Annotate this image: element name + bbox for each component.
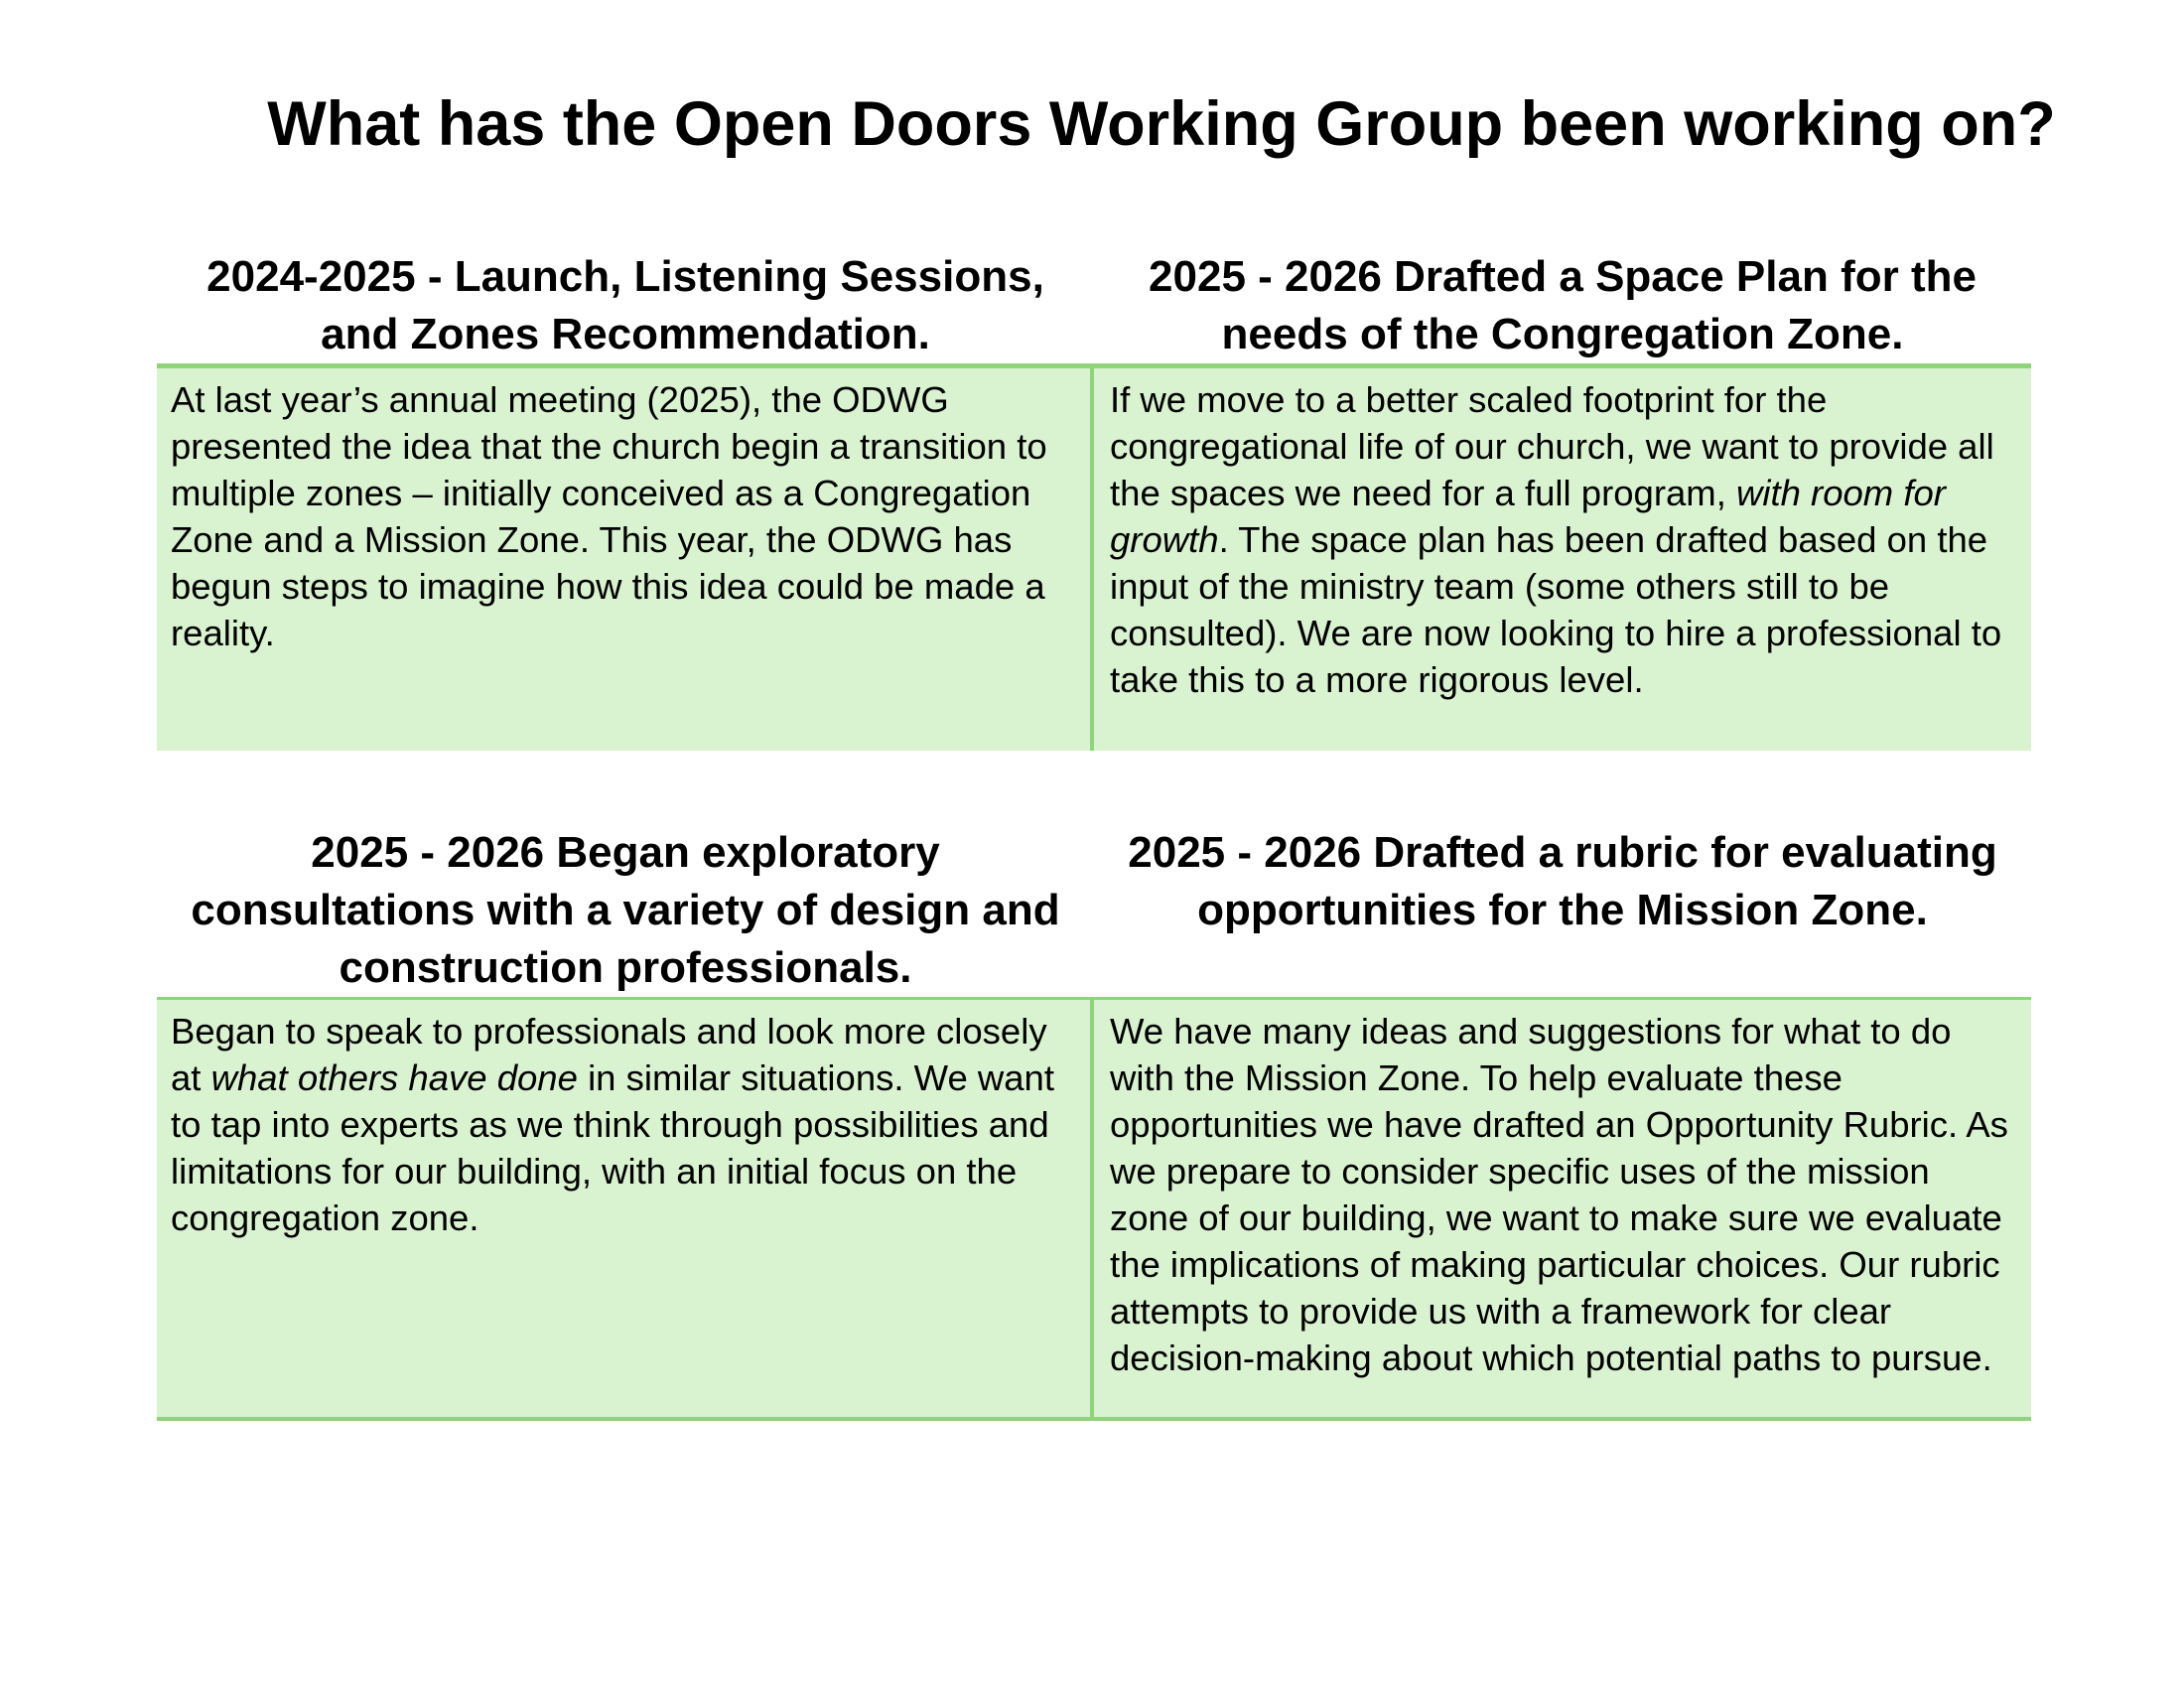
- page-title: What has the Open Doors Working Group been working on?: [267, 89, 2056, 159]
- section-heading-launch: 2024-2025 - Launch, Listening Sessions, and Zones Recommendation.: [206, 252, 1044, 358]
- heading-row: [157, 824, 2031, 997]
- section-heading-rubric: 2025 - 2026 Drafted a rubric for evaluating opportunities for the Mission Zone.: [1128, 828, 1997, 934]
- body-text: We have many ideas and suggestions for what to do with the Mission Zone. To help evaluate these opportunities we have drafted an Opportunity Rubric. As we prepare to consider specific uses of the mission zone of our building, we want to make sure we evaluate the implications of making particular choices. Our rubric attempts to provide us with a framework for clear decision-making about which potential paths to pursue.: [1110, 1011, 2008, 1378]
- bottom-section-table: [157, 824, 2031, 1421]
- section-body-consultations: [157, 1000, 1094, 1417]
- body-text: . The space plan has been drafted based on the input of the ministry team (some others still to be consulted). We are now looking to hire a professional to take this to a more rigorous level.: [1110, 519, 2002, 700]
- heading-row: [157, 248, 2031, 363]
- section-body-rubric: [1094, 1000, 2031, 1417]
- body-text: Began to speak to professionals and look more closely at: [171, 1011, 1047, 1098]
- body-emphasis: what others have done: [210, 1057, 578, 1098]
- section-body-launch: [157, 368, 1094, 751]
- body-emphasis: with room for growth: [1110, 473, 1946, 560]
- section-heading-consultations: 2025 - 2026 Began exploratory consultations with a variety of design and construction professionals.: [191, 828, 1060, 992]
- body-text: If we move to a better scaled footprint for the congregational life of our church, we want to provide all the spaces we need for a full program,: [1110, 379, 1994, 513]
- body-row: [157, 363, 2031, 751]
- section-body-space-plan: [1094, 368, 2031, 751]
- section-heading-space-plan: 2025 - 2026 Drafted a Space Plan for the needs of the Congregation Zone.: [1149, 252, 1977, 358]
- body-text: At last year’s annual meeting (2025), the ODWG presented the idea that the church begin a transition to multiple zones – initially conceived as a Congregation Zone and a Mission Zone. This year, the ODWG has begun steps to imagine how this idea could be made a reality.: [171, 379, 1047, 653]
- top-section-table: [157, 248, 2031, 751]
- body-text: in similar situations. We want to tap into experts as we think through possibilities and limitations for our building, with an initial focus on the congregation zone.: [171, 1057, 1055, 1238]
- body-row: [157, 997, 2031, 1421]
